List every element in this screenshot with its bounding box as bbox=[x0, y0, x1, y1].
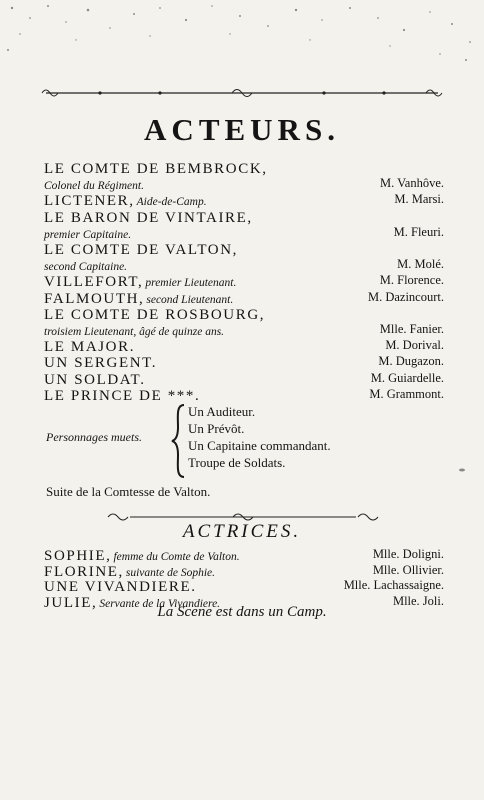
performer-name: Mlle. Fanier. bbox=[379, 322, 444, 336]
scene-note: La Scene est dans un Camp. bbox=[157, 604, 327, 620]
brace-icon bbox=[170, 403, 188, 479]
character-role: second Lieutenant. bbox=[146, 293, 234, 306]
character-name: FALMOUTH, bbox=[44, 290, 145, 307]
character-role: Colonel du Régiment. bbox=[44, 180, 144, 193]
character-name: LE BARON DE VINTAIRE, bbox=[44, 209, 253, 226]
performer-name: M. Dazincourt. bbox=[367, 289, 444, 304]
actresses-heading: ACTRICES. bbox=[182, 521, 302, 542]
character-role: suivante de Sophie. bbox=[125, 566, 215, 579]
character-name: JULIE, bbox=[44, 594, 98, 611]
character-name: VILLEFORT, bbox=[44, 274, 144, 291]
performer-name: M. Guiardelle. bbox=[370, 370, 444, 385]
performer-name: Mlle. Doligni. bbox=[372, 547, 444, 561]
character-name: LE COMTE DE VALTON, bbox=[44, 242, 239, 258]
mute-character: Un Capitaine commandant. bbox=[188, 438, 331, 453]
performer-name: M. Marsi. bbox=[394, 192, 444, 207]
character-name: LE MAJOR. bbox=[44, 339, 136, 356]
character-role: second Capitaine. bbox=[44, 261, 128, 274]
mute-character: Un Auditeur. bbox=[188, 404, 256, 419]
performer-name: Mlle. Joli. bbox=[392, 593, 444, 608]
mute-character: Troupe de Soldats. bbox=[188, 455, 286, 470]
character-role: premier Lieutenant. bbox=[145, 277, 237, 290]
character-role: premier Capitaine. bbox=[44, 228, 132, 241]
character-role: troisiem Lieutenant, âgé de quinze ans. bbox=[44, 326, 225, 338]
character-name: UNE VIVANDIERE. bbox=[44, 579, 197, 595]
character-name: SOPHIE, bbox=[44, 548, 112, 564]
mute-characters-label: Personnages muets. bbox=[46, 430, 142, 444]
character-name: LE COMTE DE BEMBROCK, bbox=[44, 161, 268, 177]
paper-speckle-border bbox=[0, 0, 484, 80]
performer-name: M. Dorival. bbox=[385, 338, 444, 353]
suite-line: Suite de la Comtesse de Valton. bbox=[46, 484, 211, 499]
ink-mark bbox=[458, 468, 466, 472]
mute-character: Un Prévôt. bbox=[188, 421, 245, 436]
character-name: LICTENER, bbox=[44, 193, 135, 210]
character-name: LE COMTE DE ROSBOURG, bbox=[44, 306, 266, 323]
performer-name: M. Molé. bbox=[397, 257, 444, 272]
character-name: FLORINE, bbox=[44, 563, 124, 580]
cast-heading: ACTEURS. bbox=[144, 112, 340, 147]
performer-name: M. Vanhôve. bbox=[379, 176, 444, 191]
performer-name: Mlle. Ollivier. bbox=[372, 562, 444, 577]
performer-name: M. Grammont. bbox=[369, 386, 444, 401]
character-role: Aide-de-Camp. bbox=[136, 196, 207, 209]
character-role: femme du Comte de Valton. bbox=[113, 551, 240, 563]
header-ornament bbox=[40, 85, 444, 101]
performer-name: M. Florence. bbox=[379, 273, 444, 288]
character-name: LE PRINCE DE ***. bbox=[44, 387, 201, 404]
performer-name: M. Fleuri. bbox=[393, 224, 444, 239]
character-role: Servante de la Vivandiere. bbox=[99, 597, 221, 610]
cast-row bbox=[44, 387, 444, 405]
performer-name: M. Dugazon. bbox=[378, 354, 444, 369]
performer-name: Mlle. Lachassaigne. bbox=[343, 578, 444, 592]
character-name: UN SOLDAT. bbox=[44, 371, 146, 388]
character-name: UN SERGENT. bbox=[44, 355, 158, 372]
